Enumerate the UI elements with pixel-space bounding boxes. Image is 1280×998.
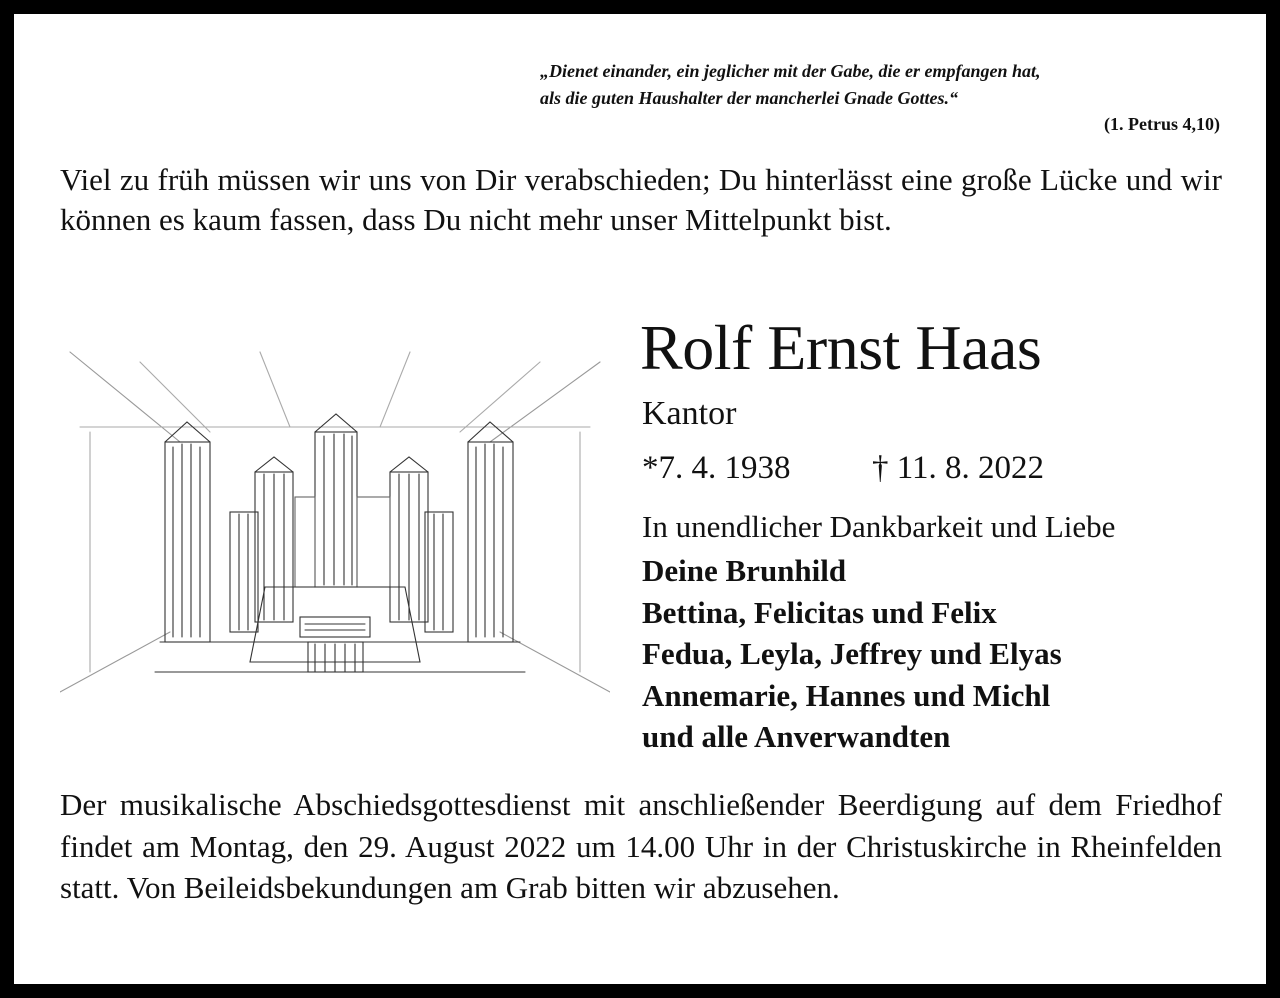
deceased-title: Kantor	[642, 395, 737, 432]
bible-quote-reference: (1. Petrus 4,10)	[1104, 114, 1220, 134]
organ-sketch-icon	[60, 332, 610, 722]
mourner-line: Deine Brunhild	[642, 553, 847, 588]
mourner-line: und alle Anverwandten	[642, 719, 951, 754]
bible-quote	[540, 58, 1226, 112]
mourner-line: Bettina, Felicitas und Felix	[642, 594, 997, 630]
dedication-line: In unendlicher Dankbarkeit und Liebe	[642, 509, 1116, 544]
mourners-list	[642, 550, 1062, 758]
bible-quote-line-2: als die guten Haushalter der mancherlei Gnade Gottes.“	[540, 88, 959, 108]
service-announcement: Der musikalische Abschiedsgottesdienst mit anschließender Beerdigung auf dem Friedhof findet am Montag, den 29. August 2022 um 14.00 Uhr in der Christuskirche in Rheinfelden statt. Von Beileidsbekundungen am Grab bitten wir abzusehen.	[60, 787, 1222, 905]
bible-quote-line-1: „Dienet einander, ein jeglicher mit der Gabe, die er empfangen hat,	[540, 61, 1041, 81]
death-date: † 11. 8. 2022	[872, 450, 1045, 486]
deceased-name: Rolf Ernst Haas	[640, 312, 1042, 383]
birth-date: *7. 4. 1938	[642, 450, 791, 486]
obituary-notice	[14, 14, 1266, 984]
mourner-line: Annemarie, Hannes und Michl	[642, 677, 1051, 713]
intro-text: Viel zu früh müssen wir uns von Dir verabschieden; Du hinterlässt eine große Lücke und wir können es kaum fassen, dass Du nicht mehr unser Mittelpunkt bist.	[60, 162, 1222, 237]
mourner-line: Fedua, Leyla, Jeffrey und Elyas	[642, 636, 1062, 671]
